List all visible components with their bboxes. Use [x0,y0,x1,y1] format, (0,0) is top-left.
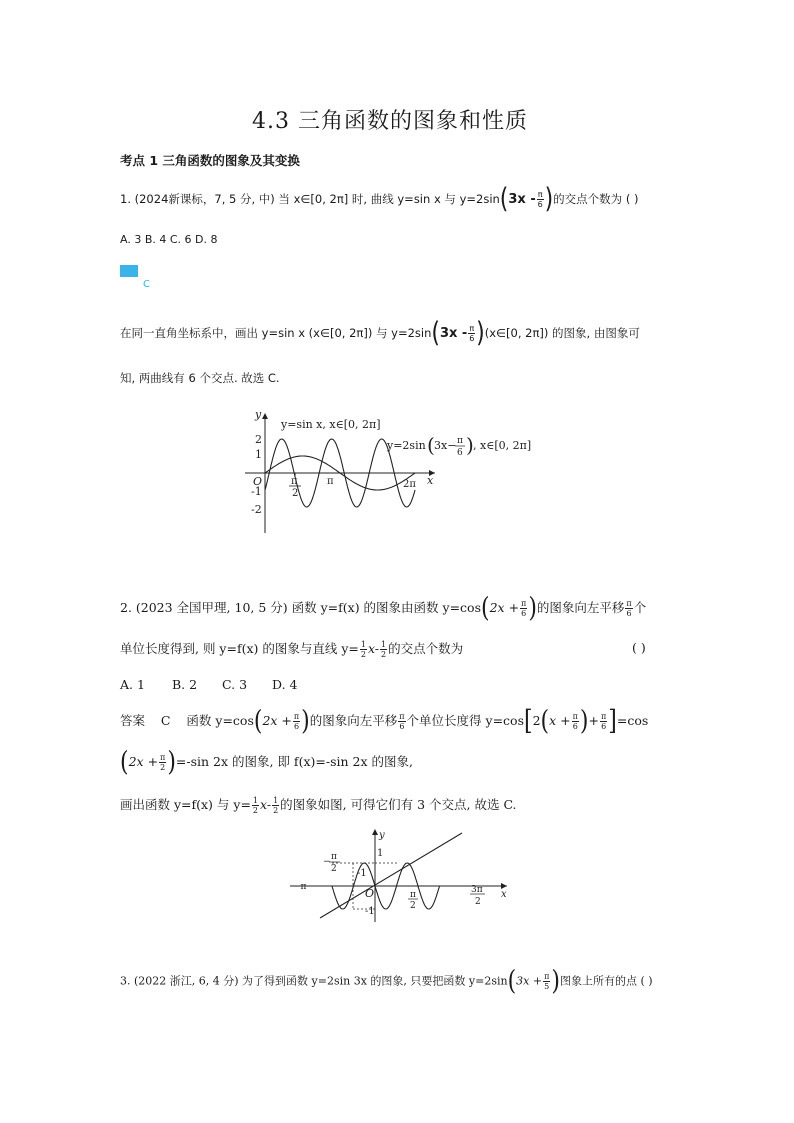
paren-right: ) [551,965,560,997]
origin-label: O [253,475,263,488]
option-c: C. 3 [222,677,248,692]
legend-2sin-3x: y=2sin [387,439,426,452]
fraction-1-over-2: $\frac{1}{2}$ [381,640,387,659]
paren-left: ( [499,183,509,215]
expl1-text-b: (x∈[0, 2π]) 的图象, 由图象可 [484,326,640,340]
option-d: D. 4 [272,677,298,692]
y-axis-label: y [255,408,262,421]
q3-stem-text: 3. (2022 浙江, 6, 4 分) 为了得到函数 y=2sin 3x 的图象, 只要把函数 y=2sin [120,974,508,988]
ans1-text-c: 个单位长度得 y=cos [406,713,524,728]
answer-line-1: 答案 C 函数 y=cos(2x + $\frac{\pi}{6}$ )的图象向左平移 $\frac{\pi}{6}$ 个单位长度得 y=cos[2(x + $\frac{\pi}{6}$ )+ $\frac{\pi}{6}$ ]=cos [120,705,649,737]
paren-left: ( [540,705,550,737]
ans2-text: =-sin 2x 的图象, 即 f(x)=-sin 2x 的图象, [175,754,413,769]
tick-label-neg-sign: − [323,857,331,867]
q3-argument: 3x + [516,974,543,988]
fraction-1-over-2: $\frac{1}{2}$ [360,640,366,659]
ans3-x: x- [260,797,272,812]
figure-1-graph [235,408,555,540]
paren-left: ( [253,705,263,737]
tick-label-neg1: -1 [251,485,262,498]
tick-label-neg-pi: −π [293,882,307,892]
y-axis-arrow-icon [372,829,378,835]
x-axis-label: x [501,889,507,900]
q2-stem-text: 2. (2023 全国甲理, 10, 5 分) 函数 y=f(x) 的图象由函数 y=cos [120,600,481,615]
bracket-right: ] [608,705,617,737]
tick-label-2: 2 [255,433,262,446]
tick-label-1: 1 [255,448,262,461]
ans1-text-d: =cos [616,713,649,728]
q2-argument: 2x + [489,600,520,615]
paren-left: ( [120,746,129,778]
answer-tag-icon [120,265,138,277]
tick-label-neg-pi2-den: 2 [331,864,337,874]
page-title: 4.3 三角函数的图象和性质 [252,109,528,134]
q2-line2-x: x- [367,641,380,656]
answer-line-3 [120,795,517,815]
legend-argument: 3x− [434,439,457,452]
expl1-argument: 3x - [439,326,468,341]
expl1-text-a: 在同一直角坐标系中，画出 y=sin x (x∈[0, 2π]) 与 y=2sin [120,326,432,340]
ans2-argument: 2x + [128,754,159,769]
question-3-stem [120,965,653,997]
q2-line2-end: 的交点个数为 [388,641,464,656]
section-heading: 考点 1 三角函数的图象及其变换 [120,153,300,168]
question-2-line-2 [120,639,463,659]
paren-right: ) [167,746,176,778]
explanation-line-1 [120,317,640,349]
y-axis-label: y [379,830,385,841]
option-b: B. 2 [172,677,198,692]
q1-stem-end: 的交点个数为 ( ) [553,192,639,206]
tick-label-neg-pi2-num: π [331,852,337,862]
fraction-pi-over-6: $\frac{\pi}{6}$ [626,599,632,618]
answer-label: 答案 [120,713,146,728]
tick-label-pi2-den: 2 [410,901,416,911]
legend-sin-x: y=sin x, x∈[0, 2π] [281,418,381,431]
paren-right: ) [528,592,537,624]
fraction-pi-over-5: $\frac{\pi}{5}$ [544,972,550,991]
paren-right: ) [301,705,310,737]
question-1-stem [120,183,639,215]
fraction-pi-over-6: $\frac{\pi}{6}$ [399,712,405,731]
figure-2-graph [285,826,515,924]
fraction-pi-over-2: $\frac{\pi}{2}$ [160,753,166,772]
q2-line2-text: 单位长度得到, 则 y=f(x) 的图象与直线 y= [120,641,359,656]
fraction-1-over-2: $\frac{1}{2}$ [273,796,279,815]
tick-label-pi-den: 2 [292,488,299,499]
fraction-pi-over-6: $\frac{\pi}{6}$ [572,712,578,731]
fraction-pi-over-6: $\frac{\pi}{6}$ [601,712,607,731]
answer-letter: C [143,279,150,290]
fraction-pi-over-6: $\frac{\pi}{6}$ [293,712,300,731]
fraction-pi-over-6: $\frac{\pi}{6}$ [537,190,543,209]
q2-stem-shift: 的图象向左平移 [536,600,625,615]
paren-right: ) [544,183,554,215]
tick-label-neg1-left: -1 [357,868,367,879]
ans1-text-a: 函数 y=cos [186,713,254,728]
paren-left: ( [431,317,440,349]
paren-left: ( [507,965,517,997]
legend-six: 6 [457,448,463,458]
ans1-text-b: 的图象向左平移 [309,713,398,728]
question-1-options: A. 3 B. 4 C. 6 D. 8 [120,233,218,246]
answer-value: C [160,713,171,728]
paren-right: ) [476,317,485,349]
paren-left: ( [481,592,490,624]
ans3-text-b: 的图象如图, 可得它们有 3 个交点, 故选 C. [280,797,517,812]
q3-stem-end: 图象上所有的点 ( ) [559,974,653,988]
tick-label-3pi2-num: 3π [471,885,483,895]
x-axis-label: x [427,474,434,487]
tick-label-neg2: -2 [251,503,262,516]
tick-label-pi-num: π [291,476,298,487]
ans3-text-a: 画出函数 y=f(x) 与 y= [120,797,251,812]
option-a: A. 1 [120,677,145,692]
y-axis-arrow-icon [262,413,268,419]
tick-label-pi2-num: π [410,890,416,900]
bracket-left: [ [524,705,533,737]
legend-paren-right: ) [466,433,474,457]
q1-stem-text: 1. (2024新课标，7, 5 分, 中) 当 x∈[0, 2π] 时, 曲线 y=sin x 与 y=2sin [120,192,500,206]
answer-line-2 [120,746,413,778]
tick-label-2pi: 2π [403,479,416,490]
fraction-1-over-2: $\frac{1}{2}$ [252,796,259,815]
tick-label-neg1: -1 [365,906,375,917]
tick-label-3pi2-den: 2 [475,897,481,907]
tick-label-1: 1 [377,848,384,859]
explanation-line-2: 知, 两曲线有 6 个交点. 故选 C. [120,371,280,385]
origin-label: O [365,887,375,900]
legend-pi: π [457,436,463,446]
line-half-x-minus-half [320,833,462,918]
answer-bracket: ( ) [632,640,646,655]
tick-label-pi: π [327,476,334,487]
legend-domain: , x∈[0, 2π] [473,439,532,452]
fraction-pi-over-6: $\frac{\pi}{6}$ [521,599,527,618]
question-2-stem [120,592,647,624]
legend-paren-left: ( [427,433,435,457]
paren-right: ) [579,705,589,737]
q2-stem-end: 个 [633,600,647,615]
ans1-argument: 2x + [262,713,292,728]
q1-argument: 3x - [508,192,536,207]
fraction-pi-over-6: $\frac{\pi}{6}$ [469,324,475,343]
